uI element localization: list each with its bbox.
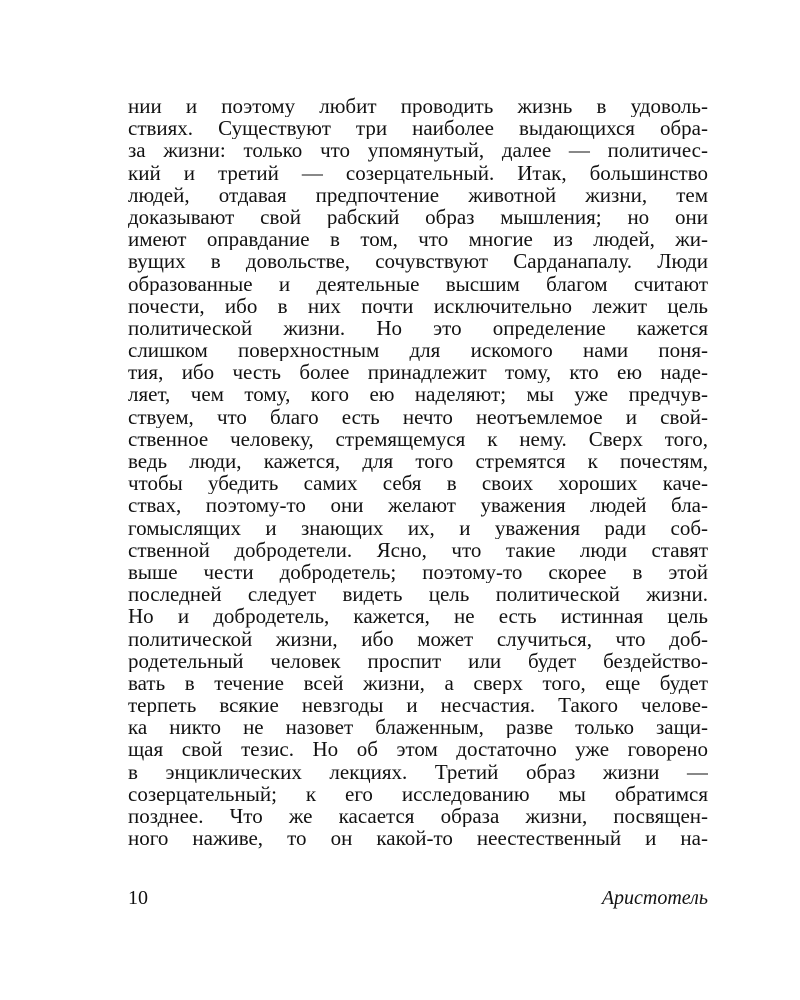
text-line: людей, отдавая предпочтение животной жизни, тем [128, 183, 708, 206]
text-line: ственной добродетели. Ясно, что такие люди ставят [128, 538, 708, 561]
text-line: образованные и деятельные высшим благом считают [128, 272, 708, 295]
text-line: чтобы убедить самих себя в своих хороших каче- [128, 472, 708, 495]
page-number: 10 [128, 887, 148, 909]
text-line: доказывают свой рабский образ мышления; но они [128, 205, 708, 229]
text-line: политической жизни. Но это определение кажется [128, 316, 708, 340]
text-line: ляет, чем тому, кого ею наделяют; мы уже предчув- [128, 383, 708, 406]
text-line: в энциклических лекциях. Третий образ жизни — [128, 760, 708, 783]
text-line: вать в течение всей жизни, а сверх того, еще будет [128, 671, 708, 695]
text-line: Но и добродетель, кажется, не есть истинная цель [128, 605, 708, 628]
text-line: ствиях. Существуют три наиболее выдающихся обра- [128, 117, 708, 140]
text-line: выше чести добродетель; поэтому-то скорее в этой [128, 560, 708, 584]
page-footer [128, 885, 708, 911]
text-line: политической жизни, ибо может случиться, что доб- [128, 627, 708, 650]
body-text [128, 95, 708, 849]
text-line: последней следует видеть цель политической жизни. [128, 583, 708, 606]
running-author: Аристотель [601, 887, 708, 909]
text-line: кий и третий — созерцательный. Итак, большинство [128, 161, 708, 184]
text-line: тия, ибо честь более принадлежит тому, кто ею наде- [128, 361, 708, 384]
text-line: нии и поэтому любит проводить жизнь в удоволь- [128, 95, 708, 118]
text-line: гомыслящих и знающих их, и уважения ради соб- [128, 516, 708, 539]
text-line: ведь люди, кажется, для того стремятся к почестям, [128, 450, 708, 473]
text-line: имеют оправдание в том, что многие из людей, жи- [128, 228, 708, 251]
text-line: вущих в довольстве, сочувствуют Сарданапалу. Люди [128, 250, 708, 273]
text-line: ственное человеку, стремящемуся к нему. Сверх того, [128, 427, 708, 450]
text-line: щая свой тезис. Но об этом достаточно уже говорено [128, 738, 708, 761]
text-line: родетельный человек проспит или будет бездейство- [128, 649, 708, 672]
text-line: ного наживе, то он какой-то неестественный и на- [128, 827, 708, 850]
text-line: ка никто не назовет блаженным, разве только защи- [128, 716, 708, 739]
text-line: созерцательный; к его исследованию мы обратимся [128, 782, 708, 805]
text-line: почести, ибо в них почти исключительно лежит цель [128, 294, 708, 317]
text-line: за жизни: только что упомянутый, далее — политичес- [128, 139, 708, 162]
text-line: ствах, поэтому-то они желают уважения людей бла- [128, 494, 708, 517]
text-line: ствуем, что благо есть нечто неотъемлемое и свой- [128, 405, 708, 428]
text-line: терпеть всякие невзгоды и несчастия. Такого челове- [128, 694, 708, 717]
text-line: слишком поверхностным для искомого нами поня- [128, 339, 708, 362]
text-line: позднее. Что же касается образа жизни, посвящен- [128, 805, 708, 828]
